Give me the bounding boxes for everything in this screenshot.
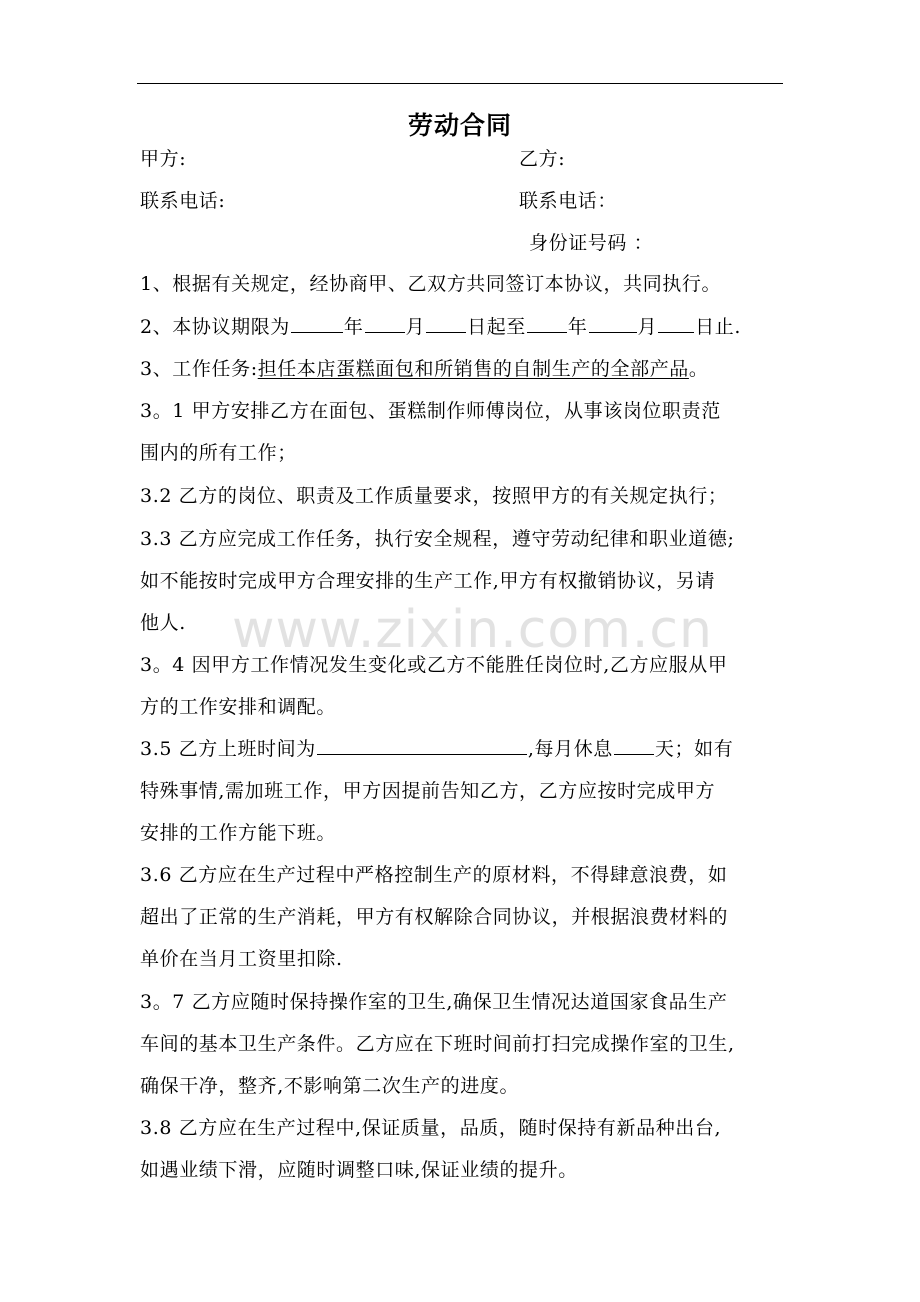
clause-3-5-line-2: 特殊事情,需加班工作，甲方因提前告知乙方，乙方应按时完成甲方 [140, 780, 716, 802]
clause-3-7-line-1: 3。7 乙方应随时保持操作室的卫生,确保卫生情况达道国家食品生产 [140, 991, 728, 1013]
clause-3-prefix: 3、工作任务: [140, 358, 258, 380]
label-from-day: 日起至 [467, 316, 526, 338]
blank-start-day [426, 314, 466, 333]
blank-rest-days [614, 736, 654, 755]
clause-3-2: 3.2 乙方的岗位、职责及工作质量要求，按照甲方的有关规定执行； [140, 485, 728, 507]
label-end-day: 日止. [695, 316, 741, 338]
clause-2 [140, 314, 741, 340]
clause-3-4-line-1: 3。4 因甲方工作情况发生变化或乙方不能胜任岗位时,乙方应服从甲 [140, 654, 728, 676]
phone-a-label: 联系电话: [140, 190, 226, 212]
clause-3-1-line-1: 3。1 甲方安排乙方在面包、蛋糕制作师傅岗位，从事该岗位职责范 [140, 400, 721, 422]
document-title: 劳动合同 [407, 111, 512, 140]
clause-3-7-line-3: 确保干净，整齐,不影响第二次生产的进度。 [140, 1075, 520, 1097]
blank-end-day [658, 314, 694, 333]
label-year: 年 [343, 316, 364, 338]
label-end-year: 年 [567, 316, 588, 338]
phone-b-label: 联系电话： [519, 190, 618, 212]
header-rule [137, 83, 783, 84]
blank-work-hours [317, 736, 527, 755]
clause-1: 1、根据有关规定，经协商甲、乙双方共同签订本协议，共同执行。 [140, 273, 722, 295]
blank-start-month [365, 314, 405, 333]
clause-3-8-line-2: 如遇业绩下滑，应随时调整口味,保证业绩的提升。 [140, 1159, 578, 1181]
label-end-month: 月 [637, 316, 658, 338]
watermark: www.zixin.com.cn [232, 600, 713, 660]
clause-3-6-line-1: 3.6 乙方应在生产过程中严格控制生产的原材料，不得肆意浪费，如 [140, 864, 728, 886]
party-b-label: 乙方: [519, 148, 566, 170]
clause-3-6-line-2: 超出了正常的生产消耗，甲方有权解除合同协议，并根据浪费材料的 [140, 906, 729, 928]
clause-3-5-mid: ,每月休息 [527, 738, 613, 760]
id-number-label: 身份证号码 ： [529, 232, 654, 254]
blank-start-year [291, 314, 343, 333]
clause-3-task: 担任本店蛋糕面包和所销售的自制生产的全部产品 [257, 358, 689, 380]
clause-3 [140, 356, 709, 382]
clause-3-8-line-1: 3.8 乙方应在生产过程中,保证质量，品质，随时保持有新品种出台, [140, 1117, 722, 1139]
clause-3-3-line-1: 3.3 乙方应完成工作任务，执行安全规程，遵守劳动纪律和职业道德; [140, 528, 735, 550]
clause-3-5-line-1 [140, 736, 733, 762]
party-a-label: 甲方: [140, 148, 187, 170]
clause-2-prefix: 2、本协议期限为 [140, 316, 290, 338]
clause-3-5-end: 天；如有 [654, 738, 734, 760]
clause-3-4-line-2: 方的工作安排和调配。 [140, 696, 337, 718]
clause-3-end: 。 [688, 358, 709, 380]
clause-3-6-line-3: 单价在当月工资里扣除. [140, 948, 343, 970]
blank-end-year [527, 314, 567, 333]
blank-end-month [589, 314, 637, 333]
clause-3-1-line-2: 围内的所有工作； [140, 442, 297, 464]
clause-3-3-line-2: 如不能按时完成甲方合理安排的生产工作,甲方有权撤销协议，另请 [140, 570, 716, 592]
clause-3-3-line-3: 他人. [140, 612, 186, 634]
clause-3-7-line-2: 车间的基本卫生产条件。乙方应在下班时间前打扫完成操作室的卫生, [140, 1033, 735, 1055]
clause-3-5-prefix: 3.5 乙方上班时间为 [140, 738, 316, 760]
label-month: 月 [405, 316, 426, 338]
clause-3-5-line-3: 安排的工作方能下班。 [140, 822, 337, 844]
